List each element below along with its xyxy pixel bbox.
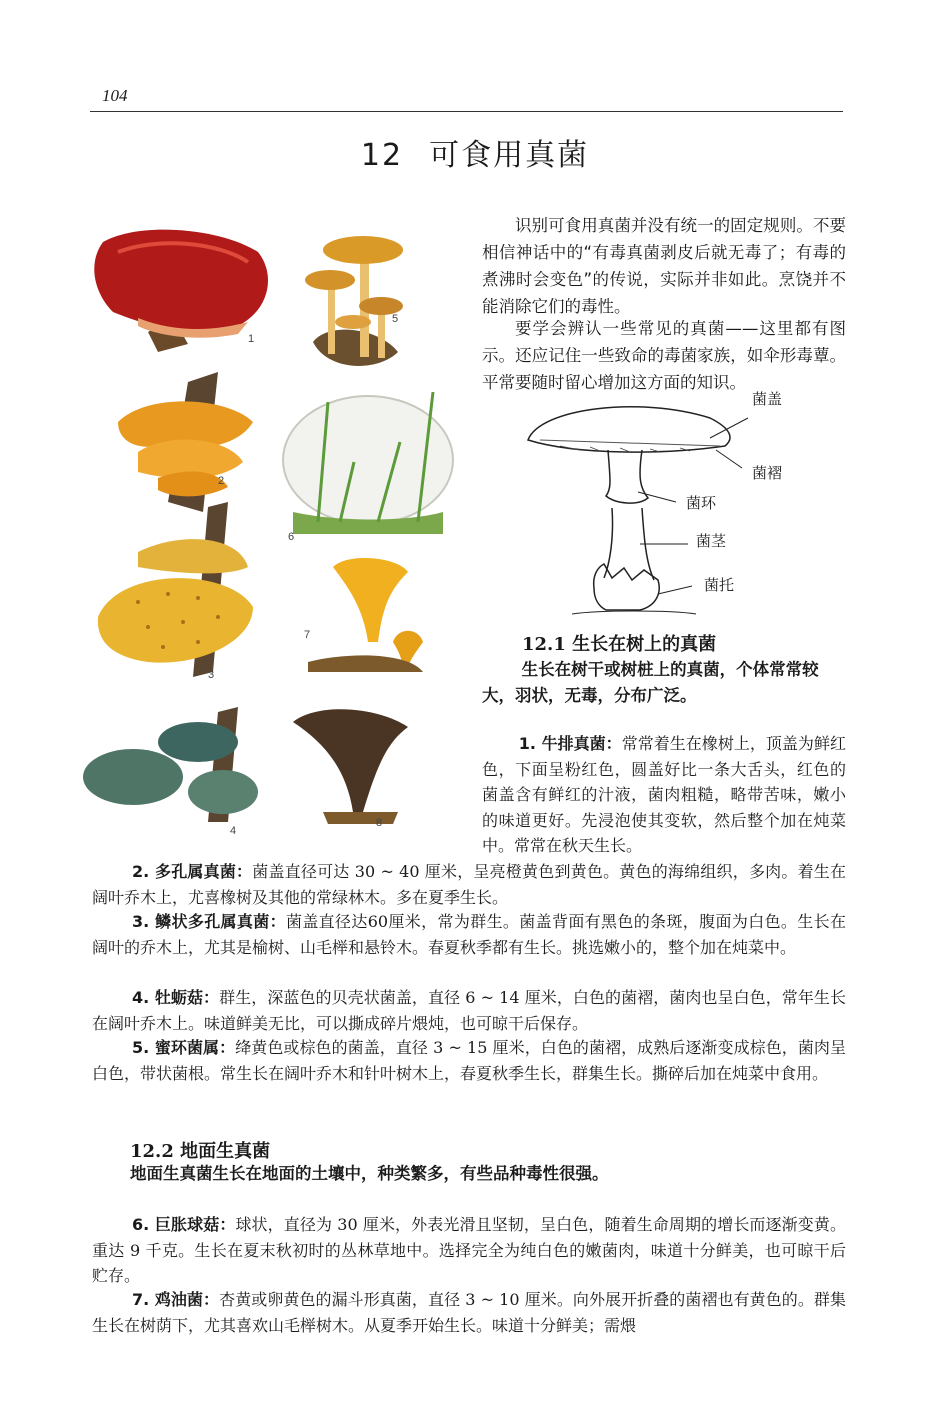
entry-7-text: 杏黄或卵黄色的漏斗形真菌，直径 3 ~ 10 厘米。向外展开折叠的菌褶也有黄色的。群集生长在树荫下，尤其喜欢山毛榉树木。从夏季开始生长。味道十分鲜美；需煨 [92, 1290, 846, 1335]
mushroom-7-illustration [308, 558, 423, 672]
label-ring: 菌环 [686, 494, 717, 512]
mushroom-4-illustration [83, 707, 258, 822]
figure-number-6: 6 [288, 531, 295, 543]
entry-3-text: 菌盖直径达60厘米，常为群生。菌盖背面有黑色的条斑，腹面为白色。生长在阔叶的乔木上，尤其是榆树、山毛榉和悬铃木。春夏秋季都有生长。挑选嫩小的，整个加在炖菜中。 [92, 912, 846, 957]
chapter-title [0, 130, 950, 174]
entry-2-name: 2. 多孔属真菌： [132, 862, 253, 881]
mushroom-1-illustration [94, 230, 268, 352]
entry-6-text: 球状，直径为 30 厘米，外表光滑且坚韧，呈白色，随着生命周期的增长而逐渐变黄。重达 9 千克。生长在夏末秋初时的丛林草地中。选择完全为纯白色的嫩菌肉，味道十分鲜美，也可晾干后贮存。 [92, 1215, 846, 1285]
mushroom-6-illustration [283, 392, 453, 534]
figure-number-5: 5 [392, 313, 399, 325]
mushroom-8-illustration [293, 709, 408, 824]
entry-4-name: 4. 牡蛎菇： [132, 988, 220, 1007]
header-rule [90, 111, 843, 112]
entry-1-name: 1. 牛排真菌： [518, 734, 622, 753]
entry-3-name: 3. 鳞状多孔属真菌： [132, 912, 286, 931]
entry-2-text: 菌盖直径可达 30 ~ 40 厘米，呈亮橙黄色到黄色。黄色的海绵组织，多肉。着生在阔叶乔木上，尤喜橡树及其他的常绿林木。多在夏季生长。 [92, 862, 846, 907]
mushroom-2-illustration [118, 372, 253, 512]
label-cap: 菌盖 [752, 390, 783, 408]
entry-1 [482, 731, 846, 859]
figure-number-7: 7 [304, 629, 311, 641]
entry-1-text: 常常着生在橡树上，顶盖为鲜红色，下面呈粉红色，圆盖好比一条大舌头，红色的菌盖含有鲜红的汁液，菌肉粗糙，略带苦味，嫩小的味道更好。先浸泡使其变软，然后整个加在炖菜中。常常在秋天生长。 [482, 734, 846, 855]
mushroom-line-drawing [520, 388, 840, 620]
section-heading-12-1: 12.1 生长在树上的真菌 [522, 634, 717, 655]
figure-number-1: 1 [248, 333, 255, 345]
section-subtitle-12-1: 生长在树干或树桩上的真菌，个体常常较大，羽状，无毒，分布广泛。 [482, 660, 819, 705]
entry-7-name: 7. 鸡油菌： [132, 1290, 220, 1309]
chapter-number: 12 [360, 138, 404, 173]
intro-paragraph-2: 要学会辨认一些常见的真菌——这里都有图示。还应记住一些致命的毒菌家族，如伞形毒蕈。平常要随时留心增加这方面的知识。 [482, 319, 846, 392]
label-stem: 菌茎 [696, 532, 727, 550]
mushroom-anatomy-diagram [520, 388, 840, 620]
chapter-title-text: 可食用真菌 [429, 138, 590, 173]
entry-5-name: 5. 蜜环菌属： [132, 1038, 236, 1057]
entry-5-text: 绛黄色或棕色的菌盖，直径 3 ~ 15 厘米，白色的菌褶，成熟后逐渐变成棕色，菌肉呈白色，带状菌根。常生长在阔叶乔木和针叶树木上，春夏秋季生长，群集生长。撕碎后加在炖菜中食用。 [92, 1038, 846, 1083]
entry-3 [92, 909, 846, 960]
entry-4-text: 群生，深蓝色的贝壳状菌盖，直径 6 ~ 14 厘米，白色的菌褶，菌肉也呈白色，常年生长在阔叶乔木上。味道鲜美无比，可以撕成碎片煨炖，也可晾干后保存。 [92, 988, 846, 1033]
figure-number-3: 3 [208, 669, 215, 681]
label-gills: 菌褶 [752, 464, 783, 482]
figure-number-4: 4 [230, 825, 237, 837]
section-subtitle-12-2: 地面生真菌生长在地面的土壤中，种类繁多，有些品种毒性很强。 [130, 1164, 609, 1183]
mushroom-3-illustration [98, 502, 253, 677]
label-volva: 菌托 [704, 576, 735, 594]
intro-paragraph-1: 识别可食用真菌并没有统一的固定规则。不要相信神话中的“有毒真菌剥皮后就无毒了；有毒的煮沸时会变色”的传说，实际并非如此。烹饶并不能消除它们的毒性。 [482, 216, 846, 316]
entry-6 [92, 1212, 846, 1289]
entry-4 [92, 985, 846, 1036]
entry-6-name: 6. 巨胀球菇： [132, 1215, 236, 1234]
figure-number-2: 2 [218, 475, 225, 487]
entry-5 [92, 1035, 846, 1086]
entry-2 [92, 859, 846, 910]
mushroom-illustrations [78, 222, 468, 844]
page-number: 104 [102, 86, 128, 105]
entry-7 [92, 1287, 846, 1338]
mushroom-5-illustration [305, 236, 403, 366]
figure-number-8: 8 [376, 817, 383, 829]
section-heading-12-2: 12.2 地面生真菌 [130, 1141, 271, 1162]
